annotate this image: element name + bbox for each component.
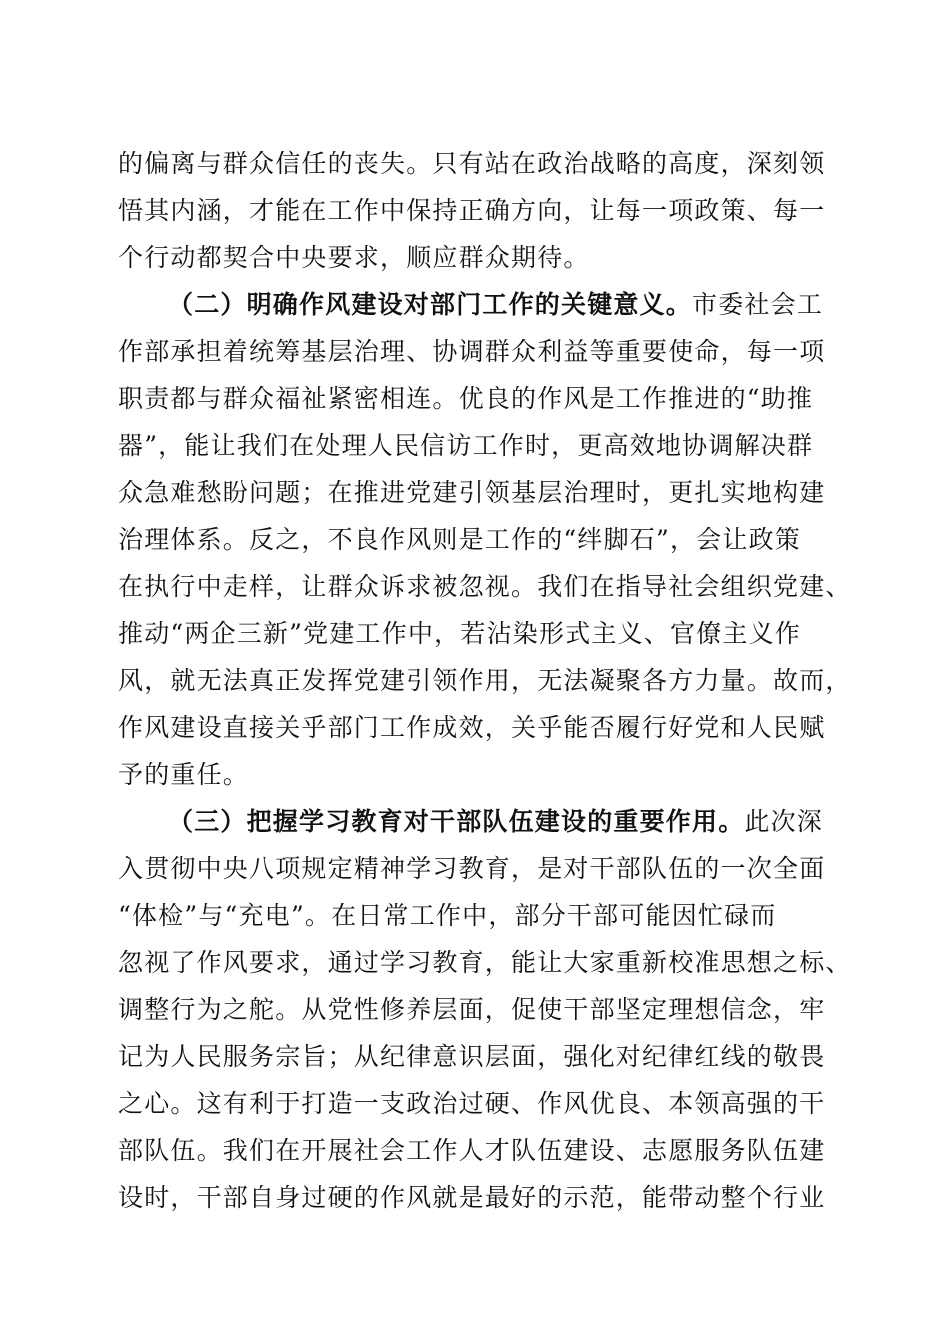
text-line: 予的重任。 — [118, 760, 250, 789]
text-line: 作风建设直接关乎部门工作成效，关乎能否履行好党和人民赋 — [118, 713, 826, 742]
text-line: 设时，干部自身过硬的作风就是最好的示范，能带动整个行业 — [118, 1183, 826, 1212]
text-line: 记为人民服务宗旨；从纪律意识层面，强化对纪律红线的敬畏 — [118, 1042, 826, 1071]
text-line: 器”，能让我们在处理人民信访工作时，更高效地协调解决群 — [118, 431, 814, 460]
text-line: 忽视了作风要求，通过学习教育，能让大家重新校准思想之标、 — [118, 948, 852, 977]
paragraph-first-line — [118, 798, 832, 845]
text-line: 风，就无法真正发挥党建引领作用，无法凝聚各方力量。故而， — [118, 666, 852, 695]
text-run: 市委社会工 — [692, 290, 824, 319]
text-line: 部队伍。我们在开展社会工作人才队伍建设、志愿服务队伍建 — [118, 1136, 826, 1165]
text-line: 推动“两企三新”党建工作中，若沾染形式主义、官僚主义作 — [118, 619, 801, 648]
text-line: 治理体系。反之，不良作风则是工作的“绊脚石”，会让政策 — [118, 525, 801, 554]
text-run: 此次深 — [744, 807, 824, 836]
paragraph-first-line — [118, 281, 832, 328]
section-heading: （二）明确作风建设对部门工作的关键意义。 — [168, 290, 693, 319]
section-heading: （三）把握学习教育对干部队伍建设的重要作用。 — [168, 807, 745, 836]
document-body — [118, 140, 852, 1221]
text-line: 众急难愁盼问题；在推进党建引领基层治理时，更扎实地构建 — [118, 478, 826, 507]
paragraph-continuation — [118, 140, 832, 281]
paragraph-section-3 — [118, 798, 852, 1221]
text-line: 职责都与群众福祉紧密相连。优良的作风是工作推进的“助推 — [118, 384, 814, 413]
text-line: “体检”与“充电”。在日常工作中，部分干部可能因忙碌而 — [118, 901, 777, 930]
text-line: 悟其内涵，才能在工作中保持正确方向，让每一项政策、每一 — [118, 196, 826, 225]
text-line: 个行动都契合中央要求，顺应群众期待。 — [118, 243, 590, 272]
text-line: 调整行为之舵。从党性修养层面，促使干部坚定理想信念，牢 — [118, 995, 826, 1024]
text-line: 的偏离与群众信任的丧失。只有站在政治战略的高度，深刻领 — [118, 149, 826, 178]
text-line: 之心。这有利于打造一支政治过硬、作风优良、本领高强的干 — [118, 1089, 826, 1118]
text-line: 作部承担着统筹基层治理、协调群众利益等重要使命，每一项 — [118, 337, 826, 366]
text-line: 入贯彻中央八项规定精神学习教育，是对干部队伍的一次全面 — [118, 854, 826, 883]
text-line: 在执行中走样，让群众诉求被忽视。我们在指导社会组织党建、 — [118, 572, 852, 601]
paragraph-section-2 — [118, 281, 852, 798]
